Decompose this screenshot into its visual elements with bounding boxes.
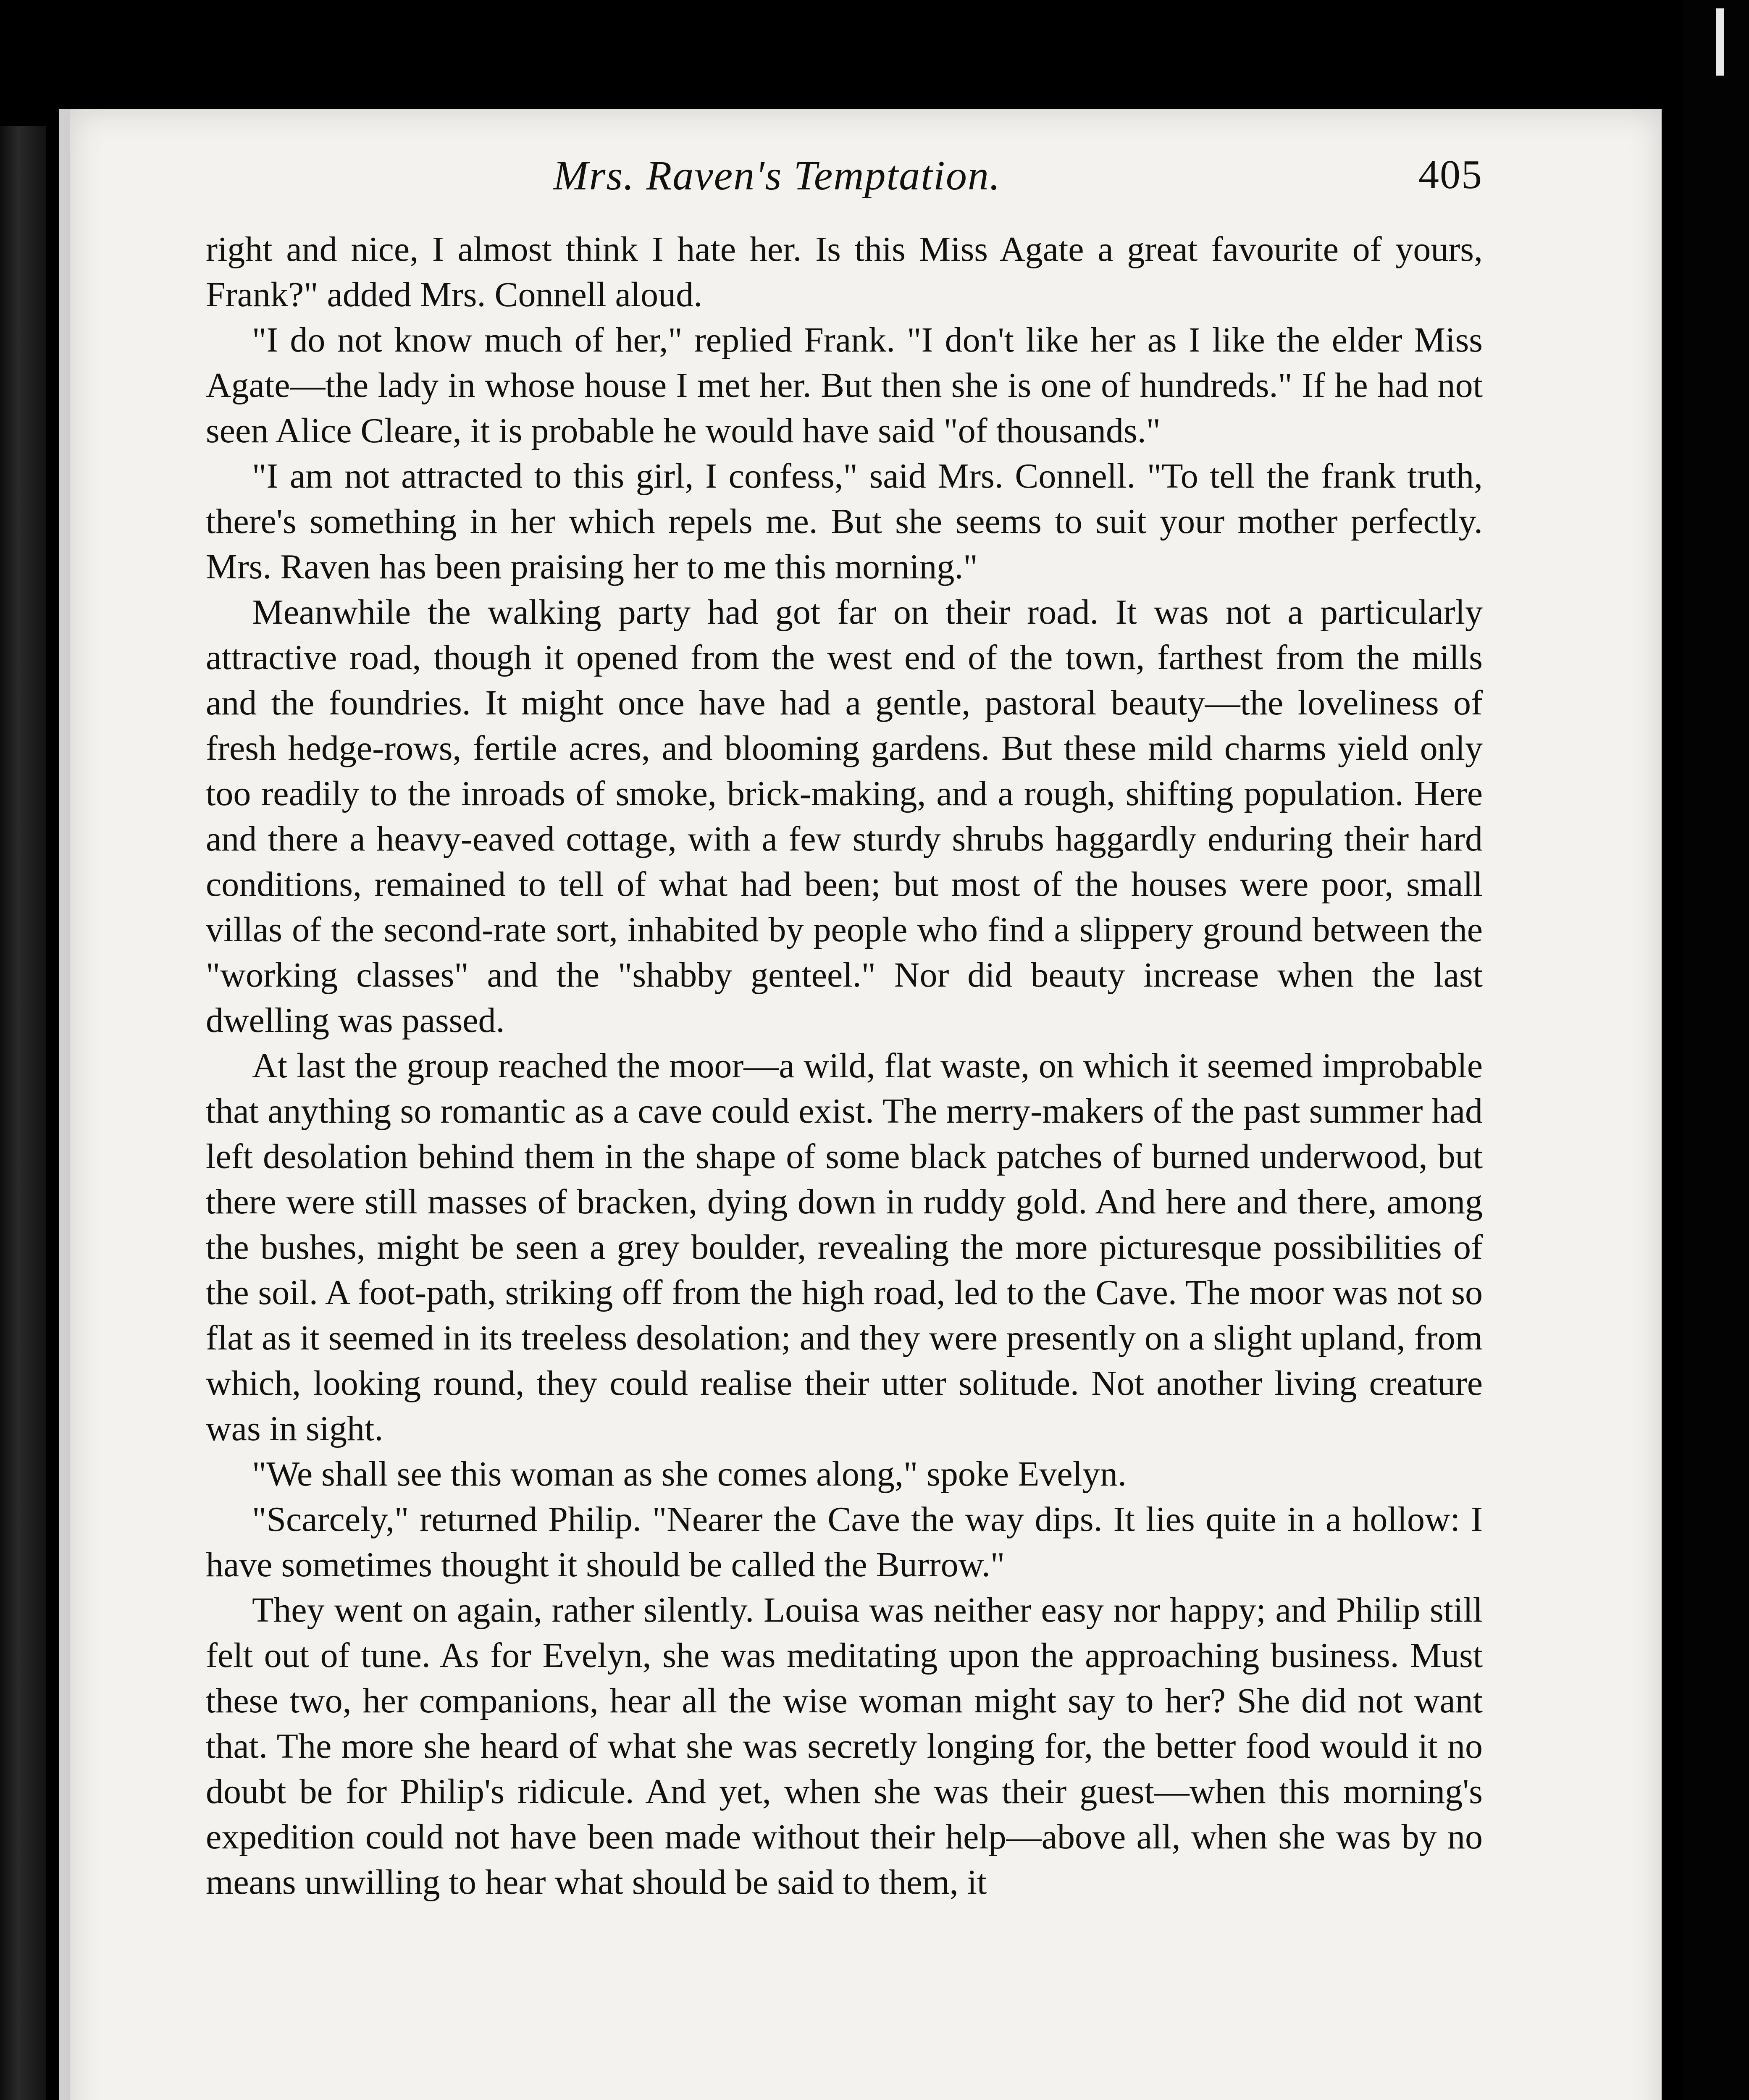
paragraph: "I am not attracted to this girl, I confess," said Mrs. Connell. "To tell the frank truth, there's something in her which repels me. But she seems to suit your mother perfectly. Mrs. Raven has been praising her to me this morning." xyxy=(206,457,1483,586)
paragraph: "We shall see this woman as she comes along," spoke Evelyn. xyxy=(252,1454,1127,1494)
scan-right-edge xyxy=(1682,0,1749,2100)
page-number: 405 xyxy=(1418,152,1483,197)
book-spine-edge xyxy=(0,126,46,2100)
page-header xyxy=(206,151,1491,218)
page-body xyxy=(206,227,1483,1905)
paragraph: Meanwhile the walking party had got far on their road. It was not a particularly attractive road, though it opened from the west end of the town, farthest from the mills and the foundries. It might once have had a gentle, pastoral beauty—the loveliness of fresh hedge-rows, fertile acres, and blooming gardens. But these mild charms yield only too readily to the inroads of smoke, brick-making, and a rough, shifting population. Here and there a heavy-eaved cottage, with a few sturdy shrubs haggardly enduring their hard conditions, remained to tell of what had been; but most of the houses were poor, small villas of the second-rate sort, inhabited by people who find a slippery ground between the "working classes" and the "shabby genteel." Nor did beauty increase when the last dwelling was passed. xyxy=(206,593,1483,1040)
paragraph: At last the group reached the moor—a wild, flat waste, on which it seemed improbable that anything so romantic as a cave could exist. The merry-makers of the past summer had left desolation behind them in the shape of some black patches of burned underwood, but there were still masses of bracken, dying down in ruddy gold. And here and there, among the bushes, might be seen a grey boulder, revealing the more picturesque possibilities of the soil. A foot-path, striking off from the high road, led to the Cave. The moor was not so flat as it seemed in its treeless desolation; and they were presently on a slight upland, from which, looking round, they could realise their utter solitude. Not another living creature was in sight. xyxy=(206,1046,1483,1448)
paragraph: right and nice, I almost think I hate her. Is this Miss Agate a great favourite of yours, Frank?" added Mrs. Connell aloud. xyxy=(206,230,1483,314)
paragraph: They went on again, rather silently. Louisa was neither easy nor happy; and Philip still felt out of tune. As for Evelyn, she was meditating upon the approaching business. Must these two, her companions, hear all the wise woman might say to her? She did not want that. The more she heard of what she was secretly longing for, the better food would it no doubt be for Philip's ridicule. And yet, when she was their guest—when this morning's expedition could not have been made without their help—above all, when she was by no means unwilling to hear what should be said to them, it xyxy=(206,1591,1483,1902)
paragraph: "Scarcely," returned Philip. "Nearer the Cave the way dips. It lies quite in a hollow: I have sometimes thought it should be called the Burrow." xyxy=(206,1500,1483,1584)
scan-edge-mark xyxy=(1716,8,1724,76)
paragraph: "I do not know much of her," replied Frank. "I don't like her as I like the elder Miss Agate—the lady in whose house I met her. But then she is one of hundreds." If he had not seen Alice Cleare, it is probable he would have said "of thousands." xyxy=(206,320,1483,450)
running-title: Mrs. Raven's Temptation. xyxy=(553,152,1001,199)
